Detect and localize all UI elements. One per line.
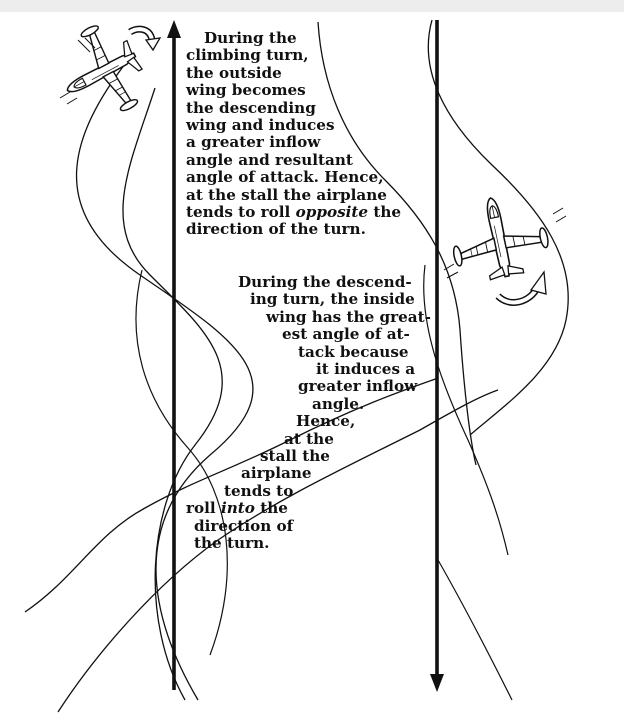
text-line	[186, 204, 401, 221]
text-line: angle of attack. Hence,	[186, 168, 384, 187]
airplane-icon	[444, 188, 554, 286]
roll-arrow-icon	[130, 29, 160, 50]
text-run: the	[373, 203, 402, 222]
text-line: the turn.	[194, 534, 270, 553]
text-run: roll	[186, 499, 216, 518]
text-line: est angle of at-	[282, 325, 410, 344]
text-line: the outside	[186, 63, 282, 82]
text-line: ing turn, the inside	[250, 290, 415, 309]
text-line: at the stall the airplane	[186, 185, 387, 204]
emphasis-opposite: opposite	[295, 203, 369, 222]
text-line: climbing turn,	[186, 46, 309, 65]
text-line: tack because	[298, 342, 409, 361]
text-line: angle and resultant	[186, 150, 353, 169]
text-line: greater inflow	[298, 377, 418, 396]
descending-turn-text	[186, 274, 431, 553]
climb-arrow-head	[167, 20, 181, 38]
text-line: at the	[284, 429, 334, 448]
motion-lines	[60, 38, 95, 104]
descent-arrow-head	[430, 674, 444, 692]
text-run: the	[260, 499, 288, 518]
text-line: wing and induces	[186, 116, 335, 135]
text-line: Hence,	[296, 412, 356, 431]
text-line	[186, 500, 431, 517]
text-line: the descending	[186, 98, 316, 117]
text-line: During the descend-	[238, 273, 412, 291]
emphasis-into: into	[220, 499, 255, 518]
text-line: airplane	[241, 464, 312, 483]
text-line: wing becomes	[186, 81, 306, 100]
text-line: tends to	[224, 481, 294, 500]
text-line: direction of the turn.	[186, 220, 366, 239]
text-line: stall the	[260, 447, 330, 466]
text-line: direction of	[194, 516, 294, 535]
text-line: a greater inflow	[186, 133, 321, 152]
text-line: angle.	[312, 394, 365, 413]
flight-path-curve	[438, 560, 512, 700]
text-run: tends to roll	[186, 203, 291, 222]
climbing-turn-text	[186, 30, 401, 239]
text-line: it induces a	[316, 360, 416, 379]
text-line: wing has the great-	[266, 307, 431, 326]
text-line: During the	[204, 29, 297, 47]
